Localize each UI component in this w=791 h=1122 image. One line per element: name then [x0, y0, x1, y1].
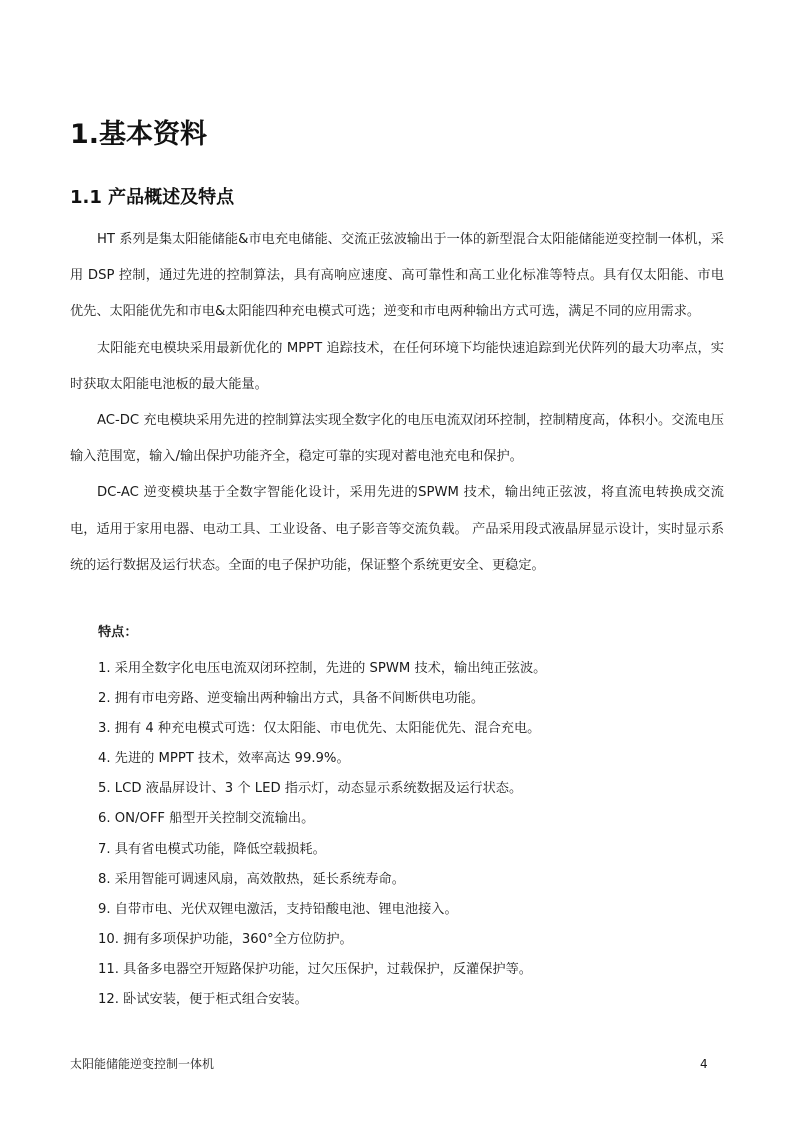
feature-item: 4. 先进的 MPPT 技术，效率高达 99.9%。 — [98, 751, 350, 767]
page-number: 4 — [700, 1057, 708, 1071]
feature-item: 8. 采用智能可调速风扇，高效散热，延长系统寿命。 — [98, 871, 405, 887]
features-heading: 特点： — [98, 625, 138, 640]
feature-item: 1. 采用全数字化电压电流双闭环控制，先进的 SPWM 技术，输出纯正弦波。 — [98, 661, 547, 676]
feature-item: 5. LCD 液晶屏设计、3 个 LED 指示灯，动态显示系统数据及运行状态。 — [98, 781, 523, 797]
paragraph: AC-DC 充电模块采用先进的控制算法实现全数字化的电压电流双闭环控制，控制精度高，体积小。交流电压输入范围宽，输入/输出保护功能齐全，稳定可靠的实现对蓄电池充电和保护。 — [70, 413, 724, 465]
chapter-heading: 1.基本资料 — [70, 119, 208, 150]
feature-item: 3. 拥有 4 种充电模式可选：仅太阳能、市电优先、太阳能优先、混合充电。 — [98, 721, 541, 737]
feature-item: 9. 自带市电、光伏双锂电激活，支持铅酸电池、锂电池接入。 — [98, 901, 458, 917]
footer-title: 太阳能储能逆变控制一体机 — [70, 1057, 215, 1071]
feature-item: 6. ON/OFF 船型开关控制交流输出。 — [98, 811, 315, 827]
overview-body — [70, 222, 724, 584]
paragraph: 太阳能充电模块采用最新优化的 MPPT 追踪技术，在任何环境下均能快速追踪到光伏阵列的最大功率点，实时获取太阳能电池板的最大能量。 — [70, 340, 724, 392]
paragraph: DC-AC 逆变模块基于全数字智能化设计，采用先进的SPWM 技术，输出纯正弦波，将直流电转换成交流电，适用于家用电器、电动工具、工业设备、电子影音等交流负载。 产品采用段式液晶屏显示设计，实时显示系统的运行数据及运行状态。全面的电子保护功能，保证整个系统更安全、更稳定。 — [70, 485, 724, 573]
section-heading: 1.1 产品概述及特点 — [70, 187, 235, 208]
paragraph: HT 系列是集太阳能储能&市电充电储能、交流正弦波输出于一体的新型混合太阳能储能逆变控制一体机，采用 DSP 控制，通过先进的控制算法，具有高响应速度、高可靠性和高工业化标准等特点。具有仅太阳能、市电优先、太阳能优先和市电&太阳能四种充电模式可选；逆变和市电两种输出方式可选，满足不同的应用需求。 — [70, 232, 724, 320]
feature-item: 10. 拥有多项保护功能，360°全方位防护。 — [98, 931, 353, 947]
feature-item: 7. 具有省电模式功能，降低空载损耗。 — [98, 841, 326, 857]
feature-list — [98, 656, 728, 1017]
feature-item: 12. 卧试安装，便于柜式组合安装。 — [98, 992, 308, 1008]
feature-item: 2. 拥有市电旁路、逆变输出两种输出方式，具备不间断供电功能。 — [98, 691, 485, 707]
feature-item: 11. 具备多电器空开短路保护功能，过欠压保护，过载保护，反灌保护等。 — [98, 961, 532, 977]
